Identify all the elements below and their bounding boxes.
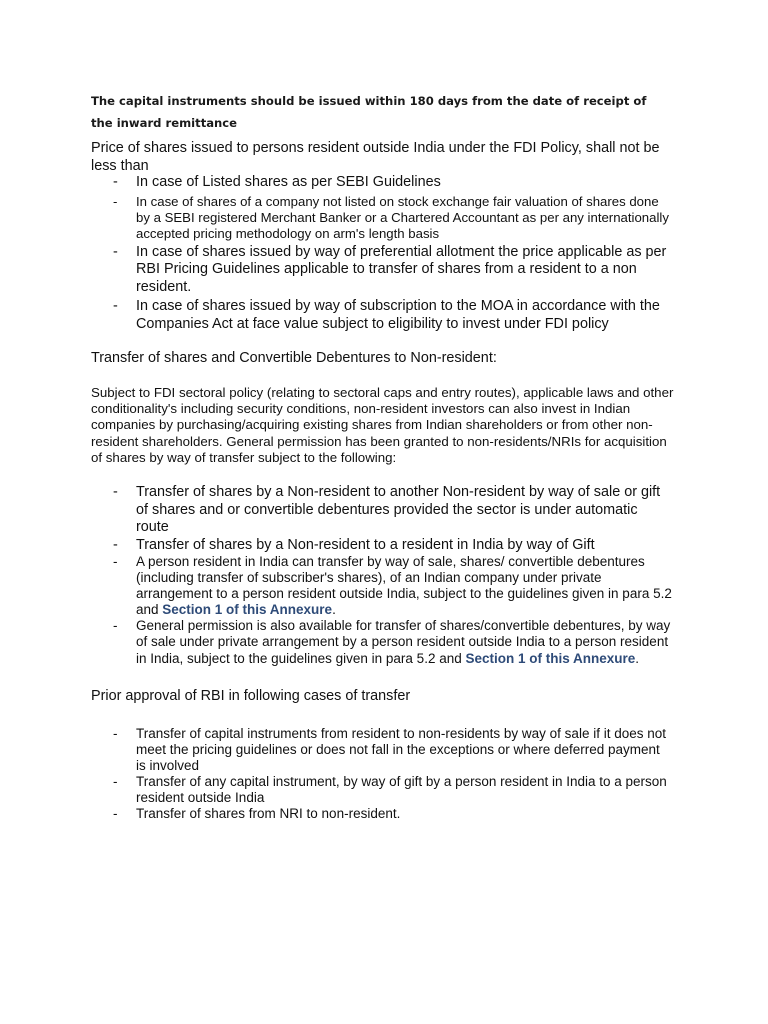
list-item: - In case of shares issued by way of subscription to the MOA in accordance with the Companies Act at face value subject to eligibility to invest under FDI policy [113,298,673,333]
list-item [113,554,673,618]
list-item: - Transfer of any capital instrument, by way of gift by a person resident in India to a person resident outside India [113,774,673,806]
bold-heading: The capital instruments should be issued within 180 days from the date of receipt of the inward remittance [91,94,647,130]
list-item: - In case of Listed shares as per SEBI Guidelines [113,174,673,192]
section-1-annexure-link[interactable]: Section 1 of this Annexure [465,650,636,666]
price-list [113,174,673,333]
list-item: - In case of shares of a company not listed on stock exchange fair valuation of shares done by a SEBI registered Merchant Banker or a Chartered Accountant as per any internationally accepted pricing methodology on arm's length basis [113,194,673,242]
list-item: - Transfer of shares by a Non-resident to a resident in India by way of Gift [113,537,673,555]
list-item [113,618,673,666]
list-item-text: A person resident in India can transfer by way of sale, shares/ convertible debentures (including transfer of subscriber's shares), of an Indian company under private arrangement to a person resident outside India, subject to the guidelines given in para 5.2 and [136,554,672,618]
list-item: - In case of shares issued by way of preferential allotment the price applicable as per RBI Pricing Guidelines applicable to transfer of shares from a resident to a non resident. [113,244,673,297]
transfer-list [113,484,673,667]
transfer-heading: Transfer of shares and Convertible Debentures to Non-resident: [91,350,497,366]
approval-list [113,726,673,823]
approval-heading: Prior approval of RBI in following cases of transfer [91,688,411,704]
list-item: - Transfer of shares from NRI to non-resident. [113,806,673,822]
price-intro: Price of shares issued to persons resident outside India under the FDI Policy, shall not be less than [91,140,660,174]
section-1-annexure-link[interactable]: Section 1 of this Annexure [162,602,333,618]
list-item-end: . [332,602,336,618]
transfer-intro: Subject to FDI sectoral policy (relating to sectoral caps and entry routes), applicable laws and other conditionality's including security conditions, non-resident investors can also invest in Indian companies by purchasing/acquiring existing shares from Indian shareholders or from other non-resident shareholders. General permission has been granted to non-residents/NRIs for acquisition of shares by way of transfer subject to the following: [91,385,674,465]
list-item: - Transfer of capital instruments from resident to non-residents by way of sale if it does not meet the pricing guidelines or does not fall in the exceptions or where deferred payment is involved [113,726,673,774]
list-item-text: General permission is also available for transfer of shares/convertible debentures, by way of sale under private arrangement by a person resident outside India to a person resident in India, subject to the guidelines given in para 5.2 and [136,618,671,666]
list-item-end: . [635,650,640,666]
list-item: - Transfer of shares by a Non-resident to another Non-resident by way of sale or gift of shares and or convertible debentures provided the sector is under automatic route [113,484,673,537]
